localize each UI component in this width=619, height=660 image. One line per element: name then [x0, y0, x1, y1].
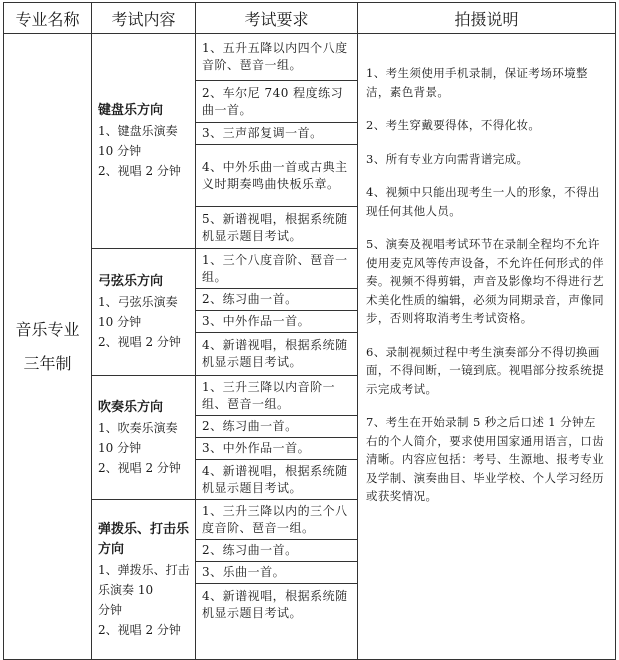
requirement-item: 2、练习曲一首。	[196, 416, 358, 438]
content-line: 10 分钟	[98, 144, 142, 158]
requirement-item: 4、中外乐曲一首或古典主义时期奏鸣曲快板乐章。	[196, 145, 358, 207]
content-line: 2、视唱 2 分钟	[98, 335, 181, 349]
group-name: 弓弦乐方向	[98, 274, 164, 289]
group-name: 弹拨乐、打击乐方向	[98, 521, 190, 557]
requirement-item: 1、五升五降以内四个八度音阶、琶音一组。	[196, 34, 358, 81]
requirement-item: 1、三升三降以内音阶一组、琶音一组。	[196, 376, 358, 416]
group-name: 吹奏乐方向	[98, 399, 164, 415]
requirement-item: 1、三升三降以内的三个八度音阶、琶音一组。	[196, 500, 358, 540]
note-item: 7、考生在开始录制 5 秒之后口述 1 分钟左右的个人简介，要求使用国家通用语言，口齿清晰。内容应包括：考号、生源地、报考专业及学制、演奏曲目、毕业学校、个人学习经历或获奖情况。	[366, 415, 604, 503]
table-row	[4, 34, 616, 81]
content-line: 分钟	[98, 602, 123, 617]
content-line: 1、键盘乐演奏	[98, 124, 178, 138]
content-line: 2、视唱 2 分钟	[98, 460, 181, 475]
content-line: 2、视唱 2 分钟	[98, 164, 181, 178]
header-requirements: 考试要求	[196, 3, 358, 34]
header-major: 专业名称	[4, 3, 92, 34]
note-item: 2、考生穿戴要得体，不得化妆。	[366, 118, 541, 132]
header-row	[4, 3, 616, 34]
content-line: 2、视唱 2 分钟	[98, 622, 181, 637]
content-line: 10 分钟	[98, 440, 142, 455]
requirement-item: 4、新谱视唱，根据系统随机显示题目考试。	[196, 333, 358, 376]
content-line: 10 分钟	[98, 315, 142, 329]
note-item: 3、所有专业方向需背谱完成。	[366, 151, 529, 166]
content-line: 1、弹拨乐、打击乐演奏 10	[98, 562, 190, 597]
requirement-item: 3、乐曲一首。	[196, 562, 358, 584]
requirement-item: 2、练习曲一首。	[196, 540, 358, 562]
content-keyboard	[92, 34, 196, 249]
major-duration: 三年制	[23, 353, 72, 373]
requirement-item: 4、新谱视唱，根据系统随机显示题目考试。	[196, 460, 358, 500]
requirement-item: 3、中外作品一首。	[196, 311, 358, 333]
note-item: 4、视频中只能出现考生一人的形象，不得出现任何其他人员。	[366, 185, 600, 218]
requirement-item: 3、中外作品一首。	[196, 438, 358, 460]
requirement-item: 2、练习曲一首。	[196, 289, 358, 311]
filming-notes	[358, 34, 616, 660]
group-name: 键盘乐方向	[98, 103, 164, 118]
content-plucked-percussion	[92, 500, 196, 660]
major-name: 音乐专业	[15, 319, 80, 339]
content-line: 1、弓弦乐演奏	[98, 295, 178, 309]
header-content: 考试内容	[92, 3, 196, 34]
requirement-item: 1、三个八度音阶、琶音一组。	[196, 249, 358, 289]
note-item: 1、考生须使用手机录制，保证考场环境整洁，素色背景。	[366, 66, 588, 99]
content-wind	[92, 376, 196, 500]
content-strings	[92, 249, 196, 376]
requirement-item: 2、车尔尼 740 程度练习曲一首。	[196, 81, 358, 123]
note-item: 5、演奏及视唱考试环节在录制全程均不允许使用麦克风等传声设备，不允许任何形式的伴奏。视频不得剪辑，声音及影像均不得进行艺术美化性质的编辑，必须为同期录音，声像同步，否则将取消考生考试资格。	[366, 237, 604, 325]
header-notes: 拍摄说明	[358, 3, 616, 34]
exam-requirements-table	[3, 2, 616, 660]
requirement-item: 3、三声部复调一首。	[196, 123, 358, 145]
content-line: 1、吹奏乐演奏	[98, 420, 178, 435]
requirement-item: 5、新谱视唱，根据系统随机显示题目考试。	[196, 207, 358, 249]
note-item: 6、录制视频过程中考生演奏部分不得切换画面，不得间断，一镜到底。视唱部分按系统提示完成考试。	[366, 344, 604, 396]
requirement-item: 4、新谱视唱，根据系统随机显示题目考试。	[196, 584, 358, 660]
major-cell	[4, 34, 92, 660]
